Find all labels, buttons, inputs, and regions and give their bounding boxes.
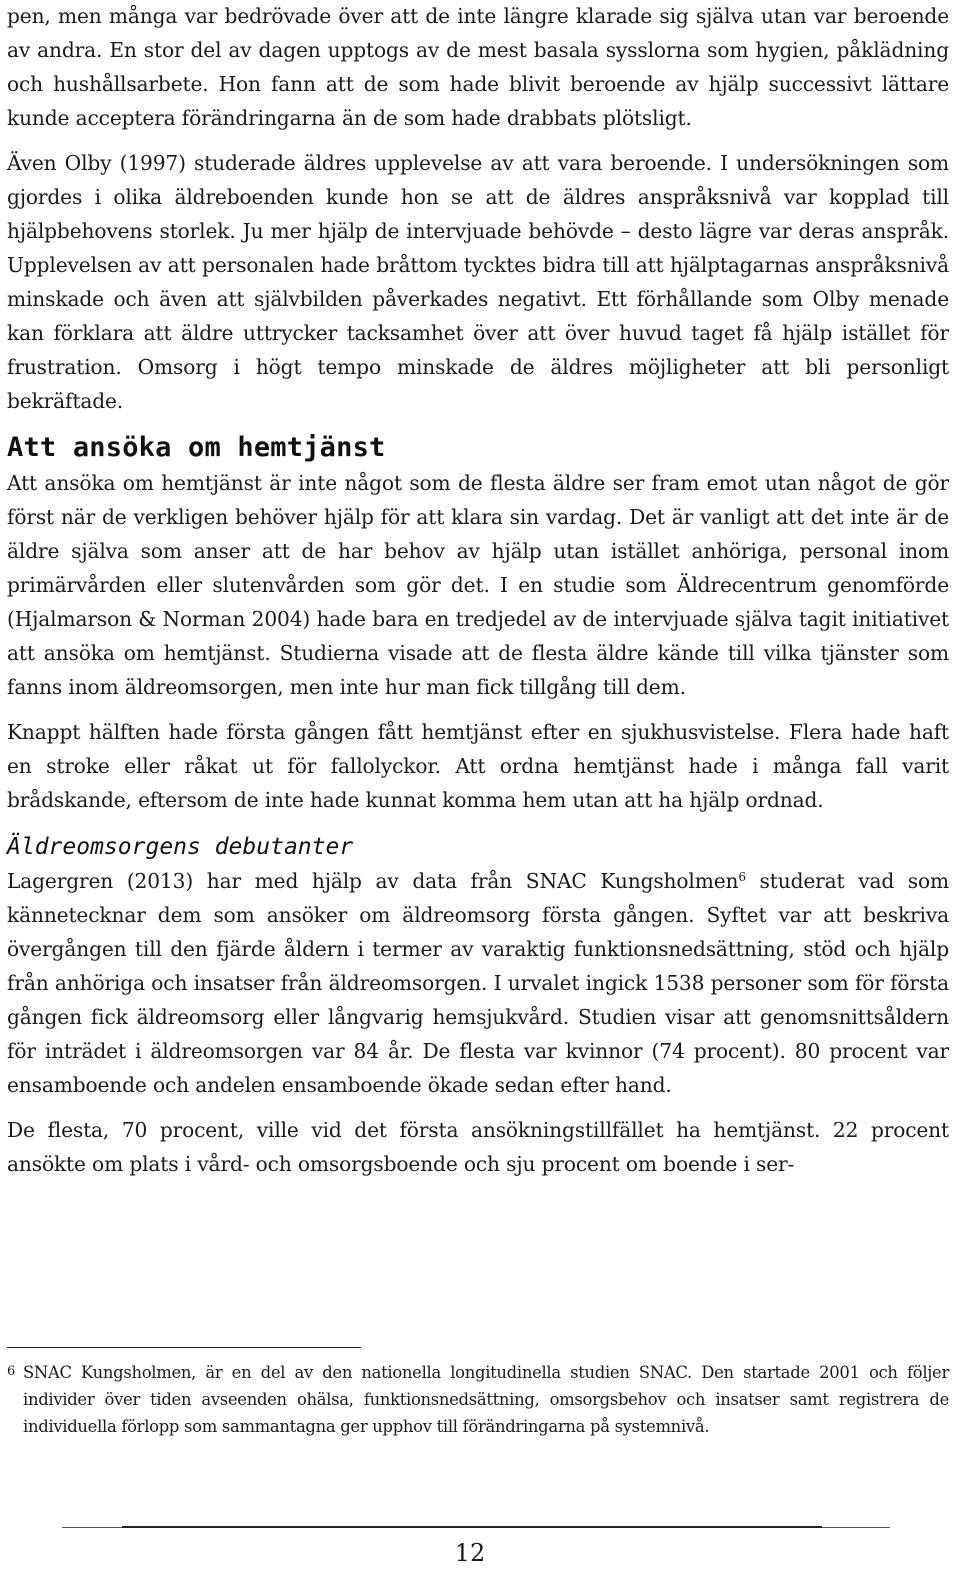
document-page [7,0,949,1181]
body-paragraph: Knappt hälften hade första gången fått hemtjänst efter en sjukhusvistelse. Flera hade haft en stroke eller råkat ut för fallolyckor. Att ordna hemtjänst hade i många fall varit brådskande, eftersom de inte hade kunnat komma hem utan att ha hjälp ordnad. [7,720,949,812]
body-paragraph: De flesta, 70 procent, ville vid det första ansökningstillfället ha hemtjänst. 22 procent ansökte om plats i vård- och omsorgsboende och sju procent om boende i ser- [7,1118,949,1176]
paragraph-text: Lagergren (2013) har med hjälp av data från SNAC Kungsholmen [7,869,739,893]
footnote-divider [7,1347,361,1348]
footer-rule [122,1526,822,1528]
section-heading: Att ansöka om hemtjänst [7,432,386,463]
body-paragraph [7,864,949,1102]
paragraph-text: studerat vad som kännetecknar dem som ansöker om äldreomsorg första gången. Syftet var att beskriva övergången till den fjärde åldern i termer av varaktig funktionsnedsättning, stöd och hjälp från anhöriga och insatser från äldreomsorgen. I urvalet ingick 1538 personer som för första gången fick äldreomsorg eller långvarig hemsjukvård. Studien visar att genomsnittsåldern för inträdet i äldreomsorgen var 84 år. De flesta var kvinnor (74 procent). 80 procent var ensamboende och andelen ensamboende ökade sedan efter hand. [7,869,949,1097]
footnote [7,1359,949,1440]
subsection-heading: Äldreomsorgens debutanter [7,834,354,860]
body-paragraph: Även Olby (1997) studerade äldres upplevelse av att vara beroende. I undersökningen som gjordes i olika äldreboenden kunde hon se att de äldres anspråksnivå var kopplad till hjälpbehovens storlek. Ju mer hjälp de intervjuade behövde – desto lägre var deras anspråk. Upplevelsen av att personalen hade bråttom tycktes bidra till att hjälptagarnas anspråksnivå minskade och även att självbilden påverkades negativt. Ett förhållande som Olby menade kan förklara att äldre uttrycker tacksamhet över att över huvud taget få hjälp istället för frustration. Omsorg i högt tempo minskade de äldres möjligheter att bli personligt bekräftade. [7,151,949,413]
page-number: 12 [454,1539,486,1567]
body-paragraph: pen, men många var bedrövade över att de inte längre klarade sig själva utan var beroende av andra. En stor del av dagen upptogs av de mest basala sysslorna som hygien, påklädning och hushållsarbete. Hon fann att de som hade blivit beroende av hjälp successivt lättare kunde acceptera förändringarna än de som hade drabbats plötsligt. [7,4,949,130]
footnote-reference[interactable]: 6 [738,870,746,884]
footnote-number: 6 [7,1364,15,1379]
footnote-text: SNAC Kungsholmen, är en del av den nationella longitudinella studien SNAC. Den startade 2001 och följer individer över tiden avseenden ohälsa, funktionsnedsättning, omsorgsbehov och insatser samt registrera de individuella förlopp som sammantagna ger upphov till förändringarna på systemnivå. [23,1363,949,1436]
body-paragraph: Att ansöka om hemtjänst är inte något som de flesta äldre ser fram emot utan något de gör först när de verkligen behöver hjälp för att klara sin vardag. Det är vanligt att det inte är de äldre själva som anser att de har behov av hjälp utan istället anhöriga, personal inom primärvården eller slutenvården som gör det. I en studie som Äldrecentrum genomförde (Hjalmarson & Norman 2004) hade bara en tredjedel av de intervjuade själva tagit initiativet att ansöka om hemtjänst. Studierna visade att de flesta äldre kände till vilka tjänster som fanns inom äldreomsorgen, men inte hur man fick tillgång till dem. [7,471,949,699]
